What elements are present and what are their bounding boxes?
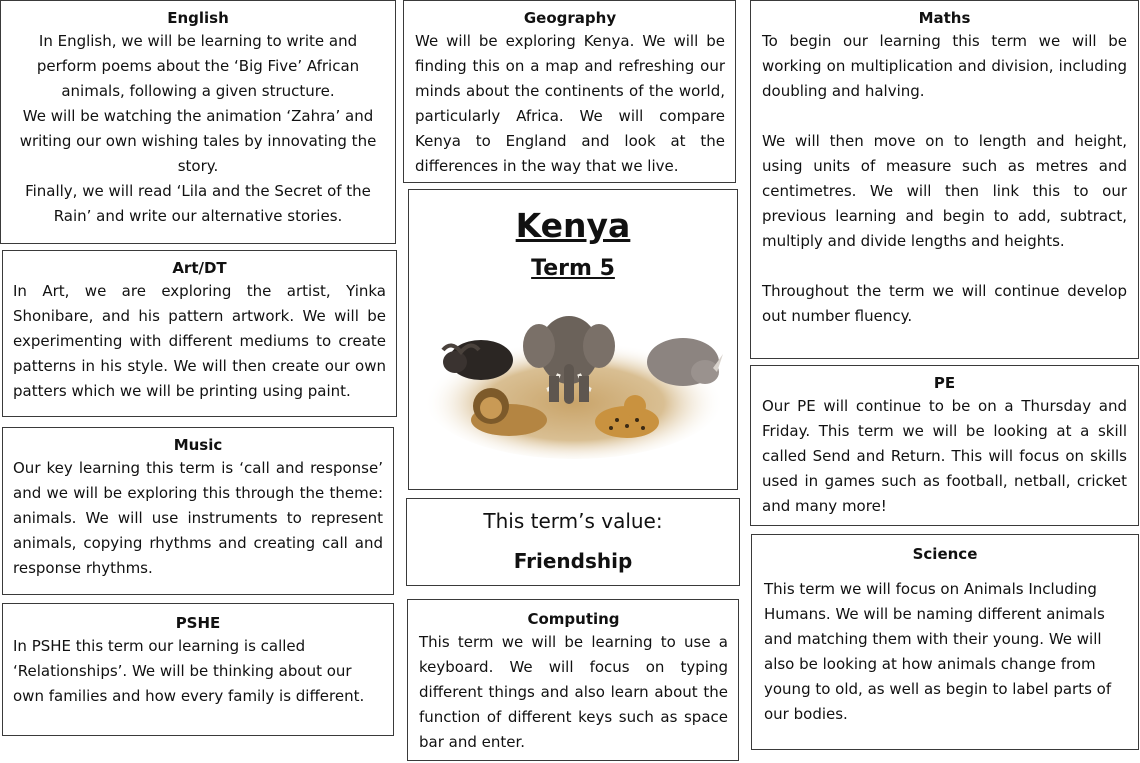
english-line-2: We will be watching the animation ‘Zahra’ and writing our own wishing tales by innovating the story. — [19, 107, 377, 175]
art-dt-heading: Art/DT — [172, 259, 227, 277]
term-value-box — [406, 498, 740, 586]
english-box — [0, 0, 396, 244]
music-box — [2, 427, 394, 595]
maths-heading: Maths — [918, 9, 971, 27]
art-dt-box — [2, 250, 397, 417]
english-line-3: Finally, we will read ‘Lila and the Secret of the Rain’ and write our alternative stories. — [25, 182, 371, 225]
english-heading: English — [167, 9, 229, 27]
pshe-text: In PSHE this term our learning is called ‘Relationships’. We will be thinking about our own families and how every family is different. — [13, 637, 365, 705]
term-value-word: Friendship — [513, 549, 633, 573]
geography-text: We will be exploring Kenya. We will be finding this on a map and refreshing our minds about the continents of the world, particularly Africa. We will compare Kenya to England and look at the differences in the way that we live. — [415, 32, 725, 175]
art-dt-text: In Art, we are exploring the artist, Yinka Shonibare, and his pattern artwork. We will be experimenting with different mediums to create patterns in his style. We will then create our own patters which we will be printing using paint. — [13, 282, 386, 400]
maths-box — [750, 0, 1139, 359]
big-five-animals-image — [421, 302, 727, 462]
pshe-box — [2, 603, 394, 736]
english-line-1: In English, we will be learning to write and perform poems about the ‘Big Five’ African animals, following a given structure. — [36, 32, 360, 100]
science-heading: Science — [912, 545, 978, 563]
science-box — [751, 534, 1139, 750]
computing-heading: Computing — [527, 610, 620, 628]
kenya-title: Kenya — [515, 206, 631, 245]
computing-box — [407, 599, 739, 761]
science-text: This term we will focus on Animals Including Humans. We will be naming different animals and matching them with their young. We will also be looking at how animals change from young to old, as well as begin to label parts of our bodies. — [764, 580, 1112, 723]
english-text — [11, 29, 385, 229]
maths-paragraph-3: Throughout the term we will continue develop out number fluency. — [762, 282, 1127, 325]
kenya-panel — [408, 189, 738, 490]
term-label: Term 5 — [531, 256, 615, 281]
music-heading: Music — [173, 436, 223, 454]
maths-text — [762, 29, 1127, 329]
geography-box — [403, 0, 736, 183]
computing-text: This term we will be learning to use a keyboard. We will focus on typing different things and also learn about the function of different keys such as space bar and enter. — [419, 633, 728, 751]
pshe-heading: PSHE — [175, 614, 221, 632]
pe-text: Our PE will continue to be on a Thursday and Friday. This term we will be looking at a skill called Send and Return. This will focus on skills used in games such as football, netball, cricket and many more! — [762, 397, 1127, 515]
pe-heading: PE — [933, 374, 956, 392]
maths-paragraph-2: We will then move on to length and height, using units of measure such as metres and centimetres. We will then link this to our previous learning and begin to add, subtract, multiply and divide lengths and heights. — [762, 132, 1127, 250]
geography-heading: Geography — [523, 9, 617, 27]
pe-box — [750, 365, 1139, 526]
maths-paragraph-1: To begin our learning this term we will be working on multiplication and division, including doubling and halving. — [762, 32, 1127, 100]
rhino-icon — [647, 338, 723, 386]
term-value-label: This term’s value: — [483, 509, 663, 533]
music-text: Our key learning this term is ‘call and response’ and we will be exploring this through the theme: animals. We will use instruments to represent animals, copying rhythms and creating call and response rhythms. — [13, 459, 383, 577]
